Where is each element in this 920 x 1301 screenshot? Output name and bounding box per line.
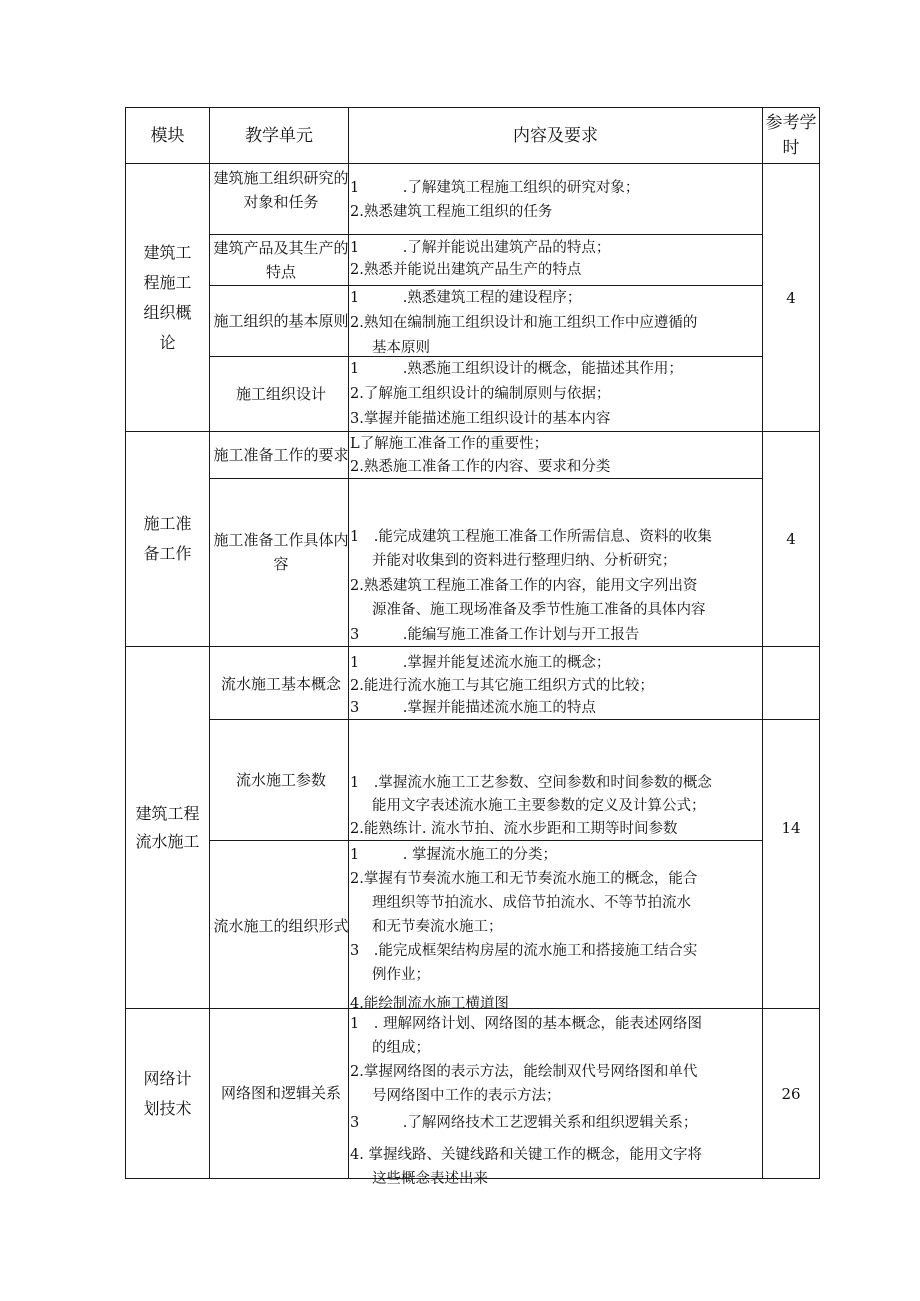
unit-title: 施工准备工作的要求 bbox=[213, 446, 349, 464]
content-line: 1 .熟悉施工组织设计的概念，能描述其作用； bbox=[350, 361, 683, 377]
content-line: 2.能进行流水施工与其它施工组织方式的比较； bbox=[350, 678, 654, 694]
content-line: 例作业； bbox=[372, 967, 430, 983]
content-line: 3 .掌握并能描述流水施工的特点 bbox=[350, 700, 596, 716]
content-line: 2.能熟练计. 流水节拍、流水步距和工期等时间参数 bbox=[350, 821, 678, 837]
table-border-right bbox=[819, 107, 820, 1179]
module-name: 建筑工程施工组织概论 bbox=[143, 242, 192, 352]
content-line: 3 .了解网络技术工艺逻辑关系和组织逻辑关系； bbox=[350, 1115, 698, 1131]
module-hours: 4 bbox=[786, 530, 796, 548]
header-module: 模块 bbox=[150, 125, 185, 146]
content-cell-clip bbox=[349, 1009, 762, 1187]
header-unit: 教学单元 bbox=[245, 125, 313, 146]
content-line: 2.熟悉建筑工程施工准备工作的内容，能用文字列出资 bbox=[350, 578, 698, 594]
content-line: 和无节奏流水施工； bbox=[372, 919, 503, 935]
module-hours: 4 bbox=[786, 288, 796, 307]
unit-title: 流水施工的组织形式 bbox=[213, 917, 349, 935]
content-line: 1 .能完成建筑工程施工准备工作所需信息、资料的收集 bbox=[350, 529, 712, 545]
header-content: 内容及要求 bbox=[513, 125, 598, 146]
content-line: 2.熟悉并能说出建筑产品生产的特点 bbox=[350, 262, 582, 278]
content-line: 2.掌握网络图的表示方法，能绘制双代号网络图和单代 bbox=[350, 1064, 698, 1080]
content-line: 1 .掌握流水施工工艺参数、空间参数和时间参数的概念 bbox=[350, 775, 712, 791]
content-line: 基本原则 bbox=[372, 340, 430, 356]
content-line: 并能对收集到的资料进行整理归纳、分析研究； bbox=[372, 553, 677, 569]
unit-title: 流水施工参数 bbox=[235, 771, 326, 789]
content-line: 1 . 理解网络计划、网络图的基本概念，能表述网络图 bbox=[350, 1016, 702, 1032]
content-line: 3.掌握并能描述施工组织设计的基本内容 bbox=[350, 411, 611, 427]
unit-title: 施工准备工作具体内容 bbox=[213, 531, 349, 573]
content-line: 1 .熟悉建筑工程的建设程序； bbox=[350, 290, 582, 306]
unit-title: 建筑施工组织研究的对象和任务 bbox=[213, 169, 349, 211]
module-hours: 26 bbox=[781, 1084, 801, 1103]
unit-divider bbox=[209, 234, 762, 235]
content-line: 的组成； bbox=[372, 1040, 430, 1056]
content-line: L了解施工准备工作的重要性； bbox=[350, 436, 549, 452]
content-line: 理组织等节拍流水、成倍节拍流水、不等节拍流水 bbox=[372, 895, 691, 911]
module-name: 施工准备工作 bbox=[143, 514, 192, 563]
content-line: 1 .了解并能说出建筑产品的特点； bbox=[350, 240, 611, 256]
module-name: 网络计划技术 bbox=[143, 1068, 192, 1118]
content-cell-clip bbox=[349, 841, 762, 1012]
unit-title: 网络图和逻辑关系 bbox=[220, 1084, 341, 1102]
content-line: 1 .掌握并能复述流水施工的概念； bbox=[350, 655, 611, 671]
content-line: 2.熟知在编制施工组织设计和施工组织工作中应遵循的 bbox=[350, 315, 698, 331]
content-line: 3 .能完成框架结构房屋的流水施工和搭接施工结合实 bbox=[350, 943, 698, 959]
content-line: 2.了解施工组织设计的编制原则与依据； bbox=[350, 386, 611, 402]
content-line: 4. 掌握线路、关键线路和关键工作的概念，能用文字将 bbox=[350, 1147, 702, 1163]
content-line: 3 .能编写施工准备工作计划与开工报告 bbox=[350, 627, 640, 643]
content-line: 号网络图中工作的表示方法； bbox=[372, 1088, 561, 1104]
content-line: 1 . 掌握流水施工的分类； bbox=[350, 847, 557, 863]
unit-title: 流水施工基本概念 bbox=[220, 675, 341, 693]
content-line: 2.熟悉施工准备工作的内容、要求和分类 bbox=[350, 459, 611, 475]
content-line: 能用文字表述流水施工主要参数的定义及计算公式； bbox=[372, 798, 706, 814]
content-line: 源准备、施工现场准备及季节性施工准备的具体内容 bbox=[372, 602, 706, 618]
unit-title: 建筑产品及其生产的特点 bbox=[213, 239, 349, 281]
content-line: 这些概念表述出来 bbox=[372, 1171, 488, 1187]
module-name: 建筑工程流水施工 bbox=[135, 803, 200, 851]
header-hours: 参考学 时 bbox=[765, 112, 817, 158]
content-line: 4.能绘制流水施工横道图 bbox=[350, 996, 509, 1012]
unit-title: 施工组织设计 bbox=[235, 385, 326, 403]
content-line: 2.熟悉建筑工程施工组织的任务 bbox=[350, 204, 553, 220]
header-divider bbox=[125, 163, 820, 164]
unit-title: 施工组织的基本原则 bbox=[213, 312, 349, 330]
content-line: 2.掌握有节奏流水施工和无节奏流水施工的概念，能合 bbox=[350, 871, 698, 887]
content-line: 1 .了解建筑工程施工组织的研究对象； bbox=[350, 180, 640, 196]
module-hours: 14 bbox=[781, 818, 801, 837]
